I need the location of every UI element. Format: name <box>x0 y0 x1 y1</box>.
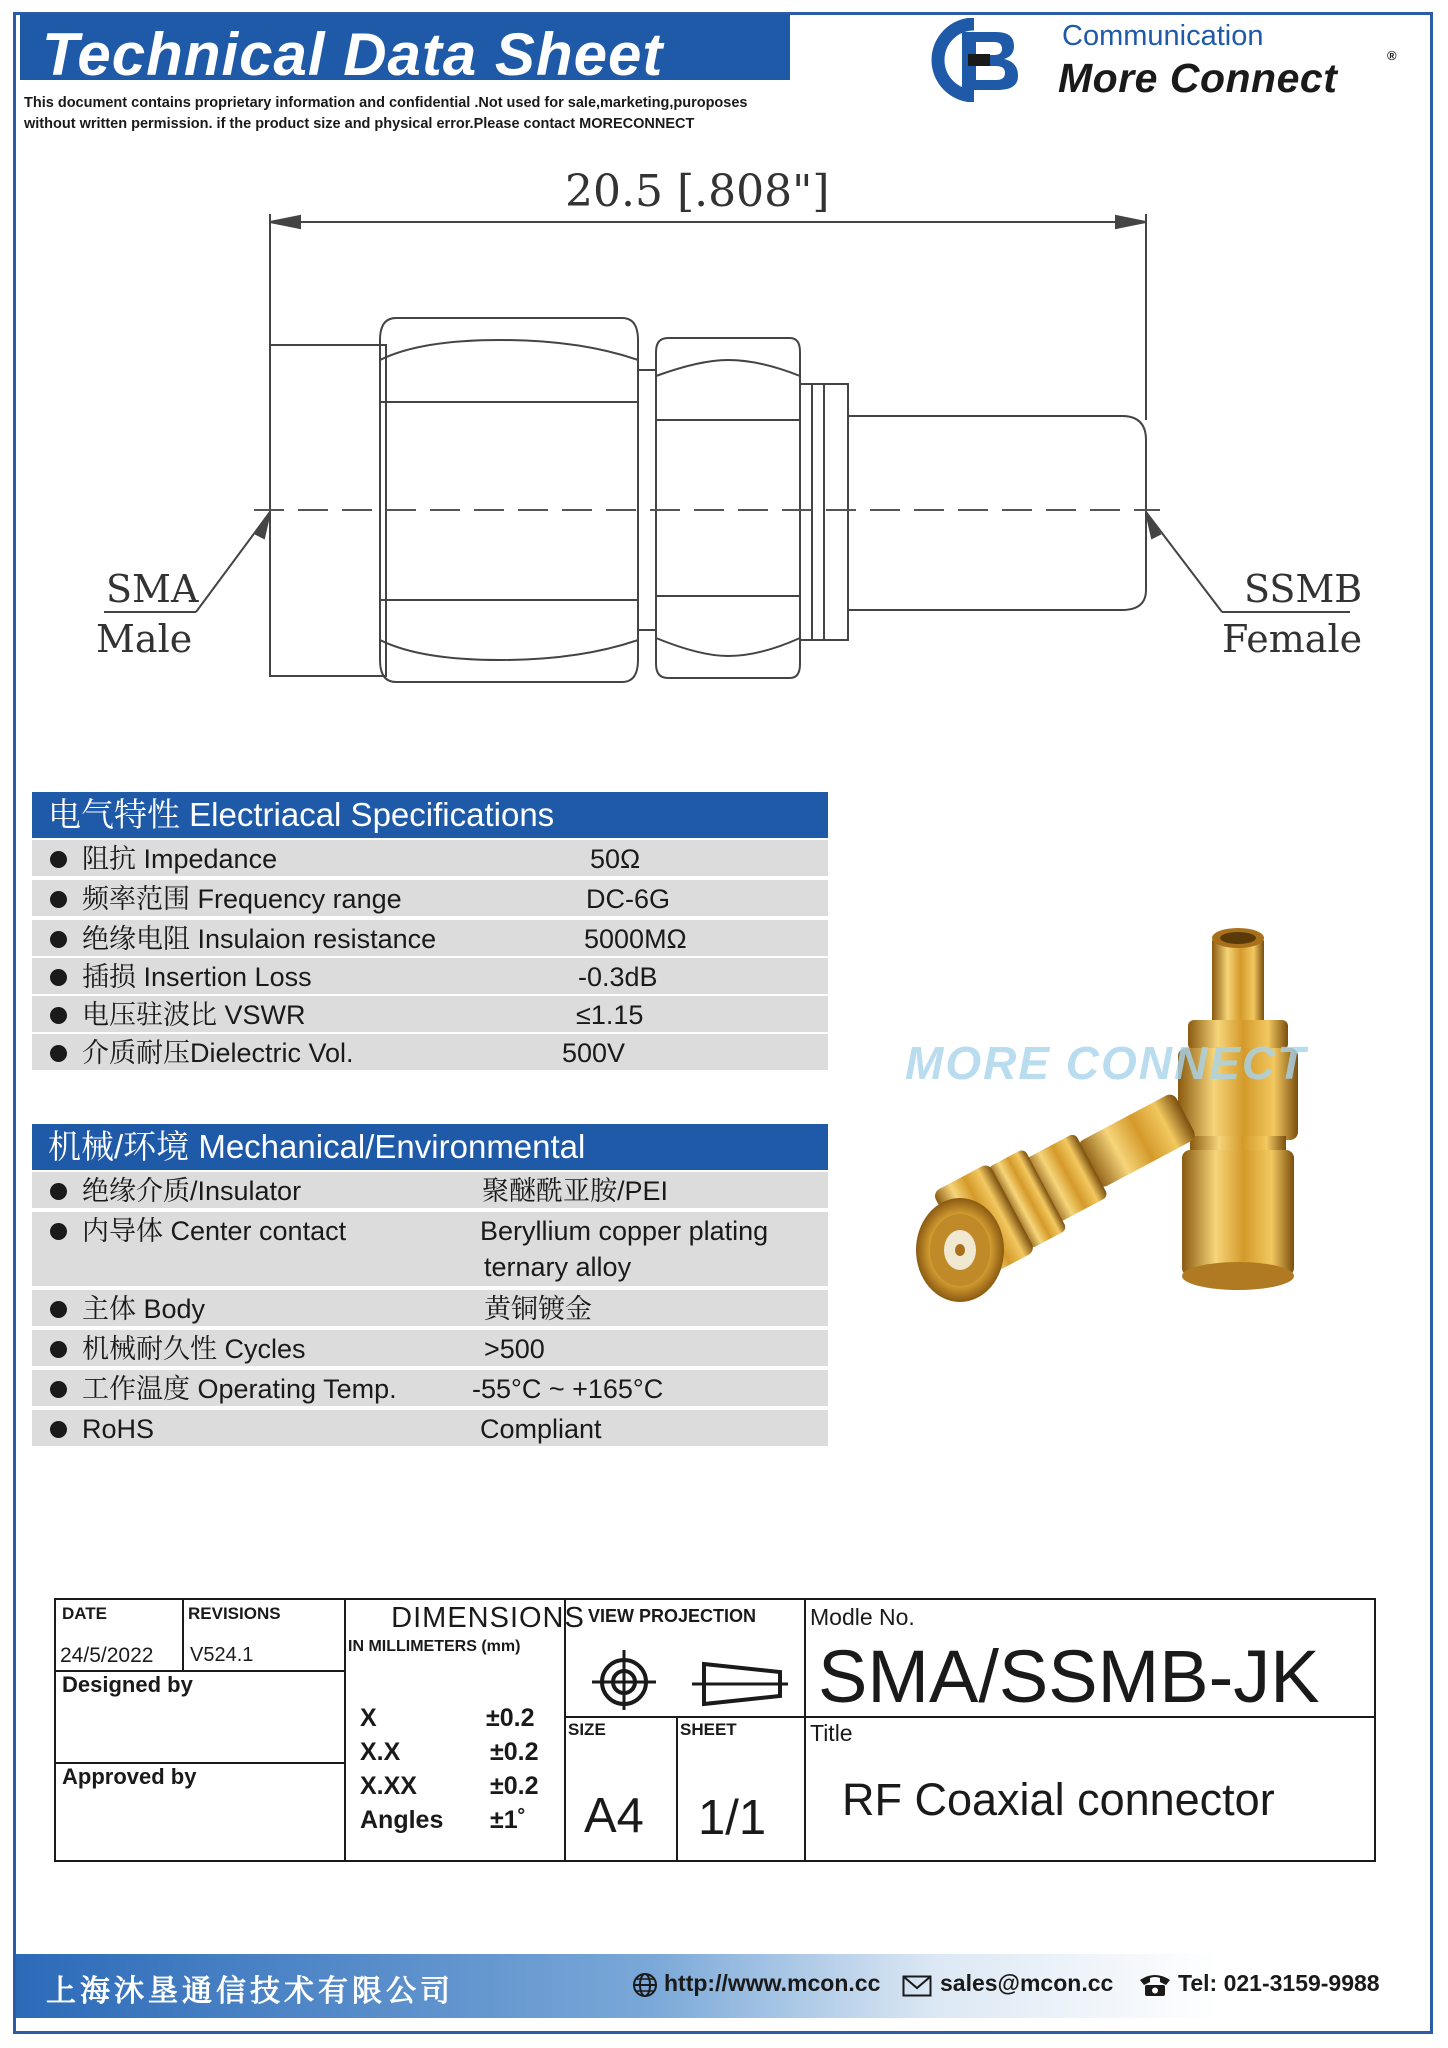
spec-row-cycles <box>32 1330 828 1368</box>
tolerance-value: ±0.2 <box>486 1704 535 1732</box>
spec-value: 聚醚酰亚胺/PEI <box>482 1176 669 1206</box>
spec-label: 阻抗 Impedance <box>82 844 278 874</box>
tolerance-value: ±0.2 <box>490 1738 539 1766</box>
spec-value: Compliant <box>480 1414 602 1444</box>
logo-registered-mark: ® <box>1387 48 1397 63</box>
spec-value: 5000MΩ <box>584 924 687 954</box>
spec-row-center-contact <box>32 1212 828 1288</box>
bullet <box>50 1421 67 1438</box>
title-block <box>54 1598 1376 1862</box>
bullet <box>50 1045 67 1062</box>
photo-watermark: MORE CONNECT <box>905 1037 1308 1089</box>
spec-row-impedance <box>32 840 828 878</box>
spec-value: 500V <box>562 1038 626 1068</box>
bullet <box>50 1301 67 1318</box>
website-link[interactable]: http://www.mcon.cc <box>664 1970 881 1996</box>
spec-label: 内导体 Center contact <box>82 1216 347 1246</box>
left-connector-gender-label: Male <box>96 617 193 661</box>
spec-value: 黄铜镀金 <box>484 1294 592 1324</box>
bullet <box>50 1007 67 1024</box>
logo-communication: Communication <box>1062 20 1264 52</box>
spec-label: 主体 Body <box>82 1294 206 1324</box>
mechanical-specs-header: 机械/环境 Mechanical/Environmental <box>32 1124 828 1170</box>
spec-label: 机械耐久性 Cycles <box>82 1334 306 1364</box>
bullet <box>50 1223 67 1240</box>
disclaimer-line-2: without written permission. if the product size and physical error.Please contact MORECONNECT <box>24 116 695 132</box>
spec-value: >500 <box>484 1334 545 1364</box>
overall-length-dimension: 20.5 [.808"] <box>565 166 830 217</box>
dimensions-unit: IN MILLIMETERS (mm) <box>348 1638 521 1655</box>
spec-value: 50Ω <box>590 844 641 874</box>
bullet <box>50 1381 67 1398</box>
spec-row-insulator <box>32 1172 828 1210</box>
projection-symbol-icon <box>584 1642 794 1710</box>
bullet <box>50 891 67 908</box>
model-number: SMA/SSMB-JK <box>818 1635 1320 1718</box>
bullet <box>50 969 67 986</box>
spec-value: DC-6G <box>586 884 671 914</box>
bullet <box>50 931 67 948</box>
spec-label: 绝缘介质/Insulator <box>82 1176 302 1206</box>
bullet <box>50 1183 67 1200</box>
spec-row-insertion-loss <box>32 958 828 996</box>
title-label: Title <box>810 1720 853 1746</box>
bullet <box>50 851 67 868</box>
dimensions-title: DIMENSIONS <box>391 1602 585 1634</box>
connector-drawing <box>0 0 1448 720</box>
sheet-value: 1/1 <box>698 1791 767 1845</box>
tolerance-value: ±1˚ <box>490 1806 526 1834</box>
electrical-specs-header: 电气特性 Electriacal Specifications <box>32 792 828 838</box>
telephone-number: Tel: 021-3159-9988 <box>1178 1970 1380 1996</box>
mail-icon <box>902 1975 932 1997</box>
right-connector-gender-label: Female <box>1222 617 1363 661</box>
globe-icon <box>632 1972 658 1998</box>
spec-label: 介质耐压Dielectric Vol. <box>82 1038 354 1068</box>
spec-label: 工作温度 Operating Temp. <box>82 1374 397 1404</box>
date-label: DATE <box>62 1604 108 1623</box>
spec-row-operating-temp <box>32 1370 828 1408</box>
revisions-label: REVISIONS <box>188 1604 281 1623</box>
right-connector-type-label: SSMB <box>1244 567 1363 611</box>
email-link[interactable]: sales@mcon.cc <box>940 1970 1114 1996</box>
spec-value-continued: ternary alloy <box>484 1252 632 1282</box>
company-name: 上海沐垦通信技术有限公司 <box>46 1974 454 2009</box>
size-value: A4 <box>584 1789 644 1843</box>
sheet-label: SHEET <box>680 1720 737 1739</box>
designed-by-label: Designed by <box>62 1672 193 1697</box>
tolerance-key: X.XX <box>360 1772 417 1800</box>
spec-row-insulation-resistance <box>32 920 828 958</box>
disclaimer-line-1: This document contains proprietary information and confidential .Not used for sale,marketing,puroposes <box>24 95 748 111</box>
approved-by-label: Approved by <box>62 1764 197 1789</box>
phone-icon <box>1138 1972 1172 1998</box>
spec-label: 频率范围 Frequency range <box>82 884 402 914</box>
size-label: SIZE <box>568 1720 606 1739</box>
product-title: RF Coaxial connector <box>842 1774 1275 1825</box>
tolerance-key: X <box>360 1704 377 1732</box>
tolerance-key: Angles <box>360 1806 444 1834</box>
tolerance-value: ±0.2 <box>490 1772 539 1800</box>
logo-more-connect: More Connect <box>1058 55 1338 101</box>
bullet <box>50 1341 67 1358</box>
spec-row-frequency <box>32 880 828 918</box>
spec-row-rohs <box>32 1410 828 1448</box>
spec-label: 电压驻波比 VSWR <box>82 1000 306 1030</box>
model-label: Modle No. <box>810 1604 915 1630</box>
spec-row-body <box>32 1290 828 1328</box>
tolerance-key: X.X <box>360 1738 401 1766</box>
spec-row-vswr <box>32 996 828 1034</box>
spec-value: Beryllium copper plating <box>480 1216 769 1246</box>
document-title: Technical Data Sheet <box>42 21 664 88</box>
spec-value: -0.3dB <box>578 962 658 992</box>
spec-label: RoHS <box>82 1414 155 1444</box>
spec-value: ≤1.15 <box>576 1000 644 1030</box>
spec-value: -55°C ~ +165°C <box>472 1374 664 1404</box>
left-connector-type-label: SMA <box>106 567 199 611</box>
spec-label: 绝缘电阻 Insulaion resistance <box>82 924 437 954</box>
date-value: 24/5/2022 <box>60 1644 154 1667</box>
spec-row-dielectric-voltage <box>32 1034 828 1072</box>
revision-value: V524.1 <box>190 1644 254 1666</box>
spec-label: 插损 Insertion Loss <box>82 962 312 992</box>
view-projection-label: VIEW PROJECTION <box>588 1606 757 1626</box>
